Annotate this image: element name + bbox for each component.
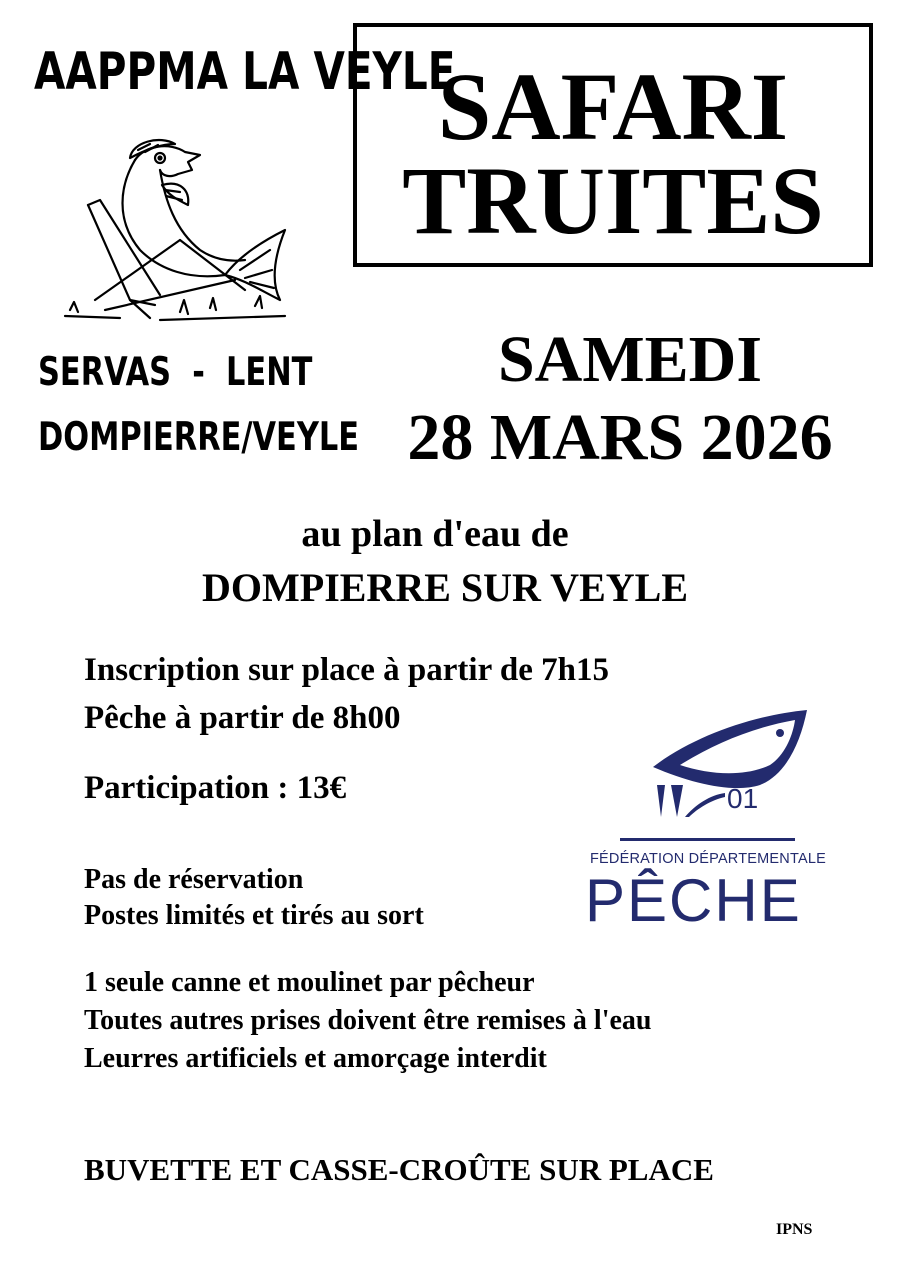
info-refreshments: BUVETTE ET CASSE-CROÛTE SUR PLACE <box>84 1152 714 1187</box>
info-fishing-start: Pêche à partir de 8h00 <box>84 700 401 736</box>
info-limited-spots: Postes limités et tirés au sort <box>84 900 424 931</box>
club-location-line-1: SERVAS - LENT <box>38 350 313 395</box>
fish-mascot-icon <box>60 130 290 330</box>
title-line-2: TRUITES <box>402 147 824 254</box>
federation-name: PÊCHE <box>585 867 802 934</box>
info-no-reservation: Pas de réservation <box>84 864 304 895</box>
ipns-footer: IPNS <box>776 1221 813 1238</box>
info-release-rule: Toutes autres prises doivent être remises à l'eau <box>84 1005 652 1036</box>
title-line-1: SAFARI <box>437 53 789 160</box>
event-day: SAMEDI <box>497 323 763 396</box>
info-lure-rule: Leurres artificiels et amorçage interdit <box>84 1043 547 1074</box>
federation-number: 01 <box>727 783 759 814</box>
venue-line-1: au plan d'eau de <box>301 513 569 555</box>
federation-label: FÉDÉRATION DÉPARTEMENTALE <box>590 851 826 867</box>
club-location-line-2: DOMPIERRE/VEYLE <box>38 415 360 460</box>
club-name: AAPPMA LA VEYLE <box>34 42 456 102</box>
info-rod-rule: 1 seule canne et moulinet par pêcheur <box>84 967 535 998</box>
info-participation: Participation : 13€ <box>84 770 347 806</box>
event-date: 28 MARS 2026 <box>407 401 833 474</box>
venue-line-2: DOMPIERRE SUR VEYLE <box>202 565 688 610</box>
title-box <box>353 23 873 267</box>
info-registration: Inscription sur place à partir de 7h15 <box>84 652 609 688</box>
